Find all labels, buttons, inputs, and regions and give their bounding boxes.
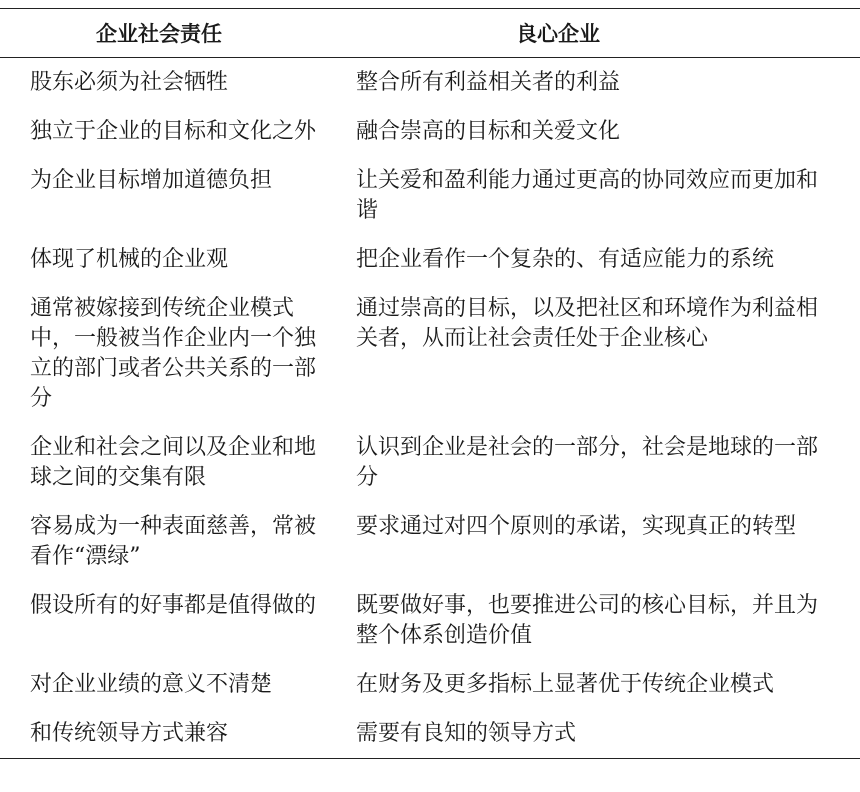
conscious-business-cell: 在财务及更多指标上显著优于传统企业模式 <box>356 672 775 697</box>
table-row <box>0 660 860 709</box>
conscious-business-cell: 既要做好事，也要推进公司的核心目标，并且为整个体系创造价值 <box>356 593 819 648</box>
table-row <box>0 581 860 660</box>
header-row <box>0 9 860 58</box>
csr-cell: 为企业目标增加道德负担 <box>30 168 273 193</box>
column-header-csr: 企业社会责任 <box>0 9 346 58</box>
csr-cell: 股东必须为社会牺牲 <box>30 70 229 95</box>
conscious-business-cell: 要求通过对四个原则的承诺，实现真正的转型 <box>356 514 797 539</box>
conscious-business-cell: 需要有良知的领导方式 <box>346 709 860 759</box>
comparison-table <box>0 8 860 759</box>
table-row <box>0 235 860 284</box>
conscious-business-cell: 通过崇高的目标，以及把社区和环境作为利益相关者，从而让社会责任处于企业核心 <box>356 296 819 351</box>
csr-cell: 对企业业绩的意义不清楚 <box>30 672 273 697</box>
table-row <box>0 284 860 423</box>
table-row <box>0 423 860 502</box>
conscious-business-cell: 让关爱和盈利能力通过更高的协同效应而更加和谐 <box>356 168 819 223</box>
csr-cell: 体现了机械的企业观 <box>30 247 229 272</box>
conscious-business-cell: 融合崇高的目标和关爱文化 <box>356 119 621 144</box>
table-row <box>0 58 860 108</box>
column-header-conscious-business: 良心企业 <box>346 9 860 58</box>
table-row <box>0 156 860 235</box>
csr-cell: 通常被嫁接到传统企业模式中，一般被当作企业内一个独立的部门或者公共关系的一部分 <box>30 296 317 411</box>
conscious-business-cell: 整合所有利益相关者的利益 <box>356 70 621 95</box>
conscious-business-cell: 认识到企业是社会的一部分，社会是地球的一部分 <box>356 435 819 490</box>
table-row <box>0 709 860 759</box>
csr-cell: 容易成为一种表面慈善，常被看作“漂绿” <box>30 514 317 569</box>
conscious-business-cell: 把企业看作一个复杂的、有适应能力的系统 <box>356 247 775 272</box>
csr-cell: 假设所有的好事都是值得做的 <box>30 593 317 618</box>
table-row <box>0 107 860 156</box>
csr-cell: 和传统领导方式兼容 <box>0 709 346 759</box>
csr-cell: 独立于企业的目标和文化之外 <box>30 119 317 144</box>
table-row <box>0 502 860 581</box>
csr-cell: 企业和社会之间以及企业和地球之间的交集有限 <box>30 435 317 490</box>
